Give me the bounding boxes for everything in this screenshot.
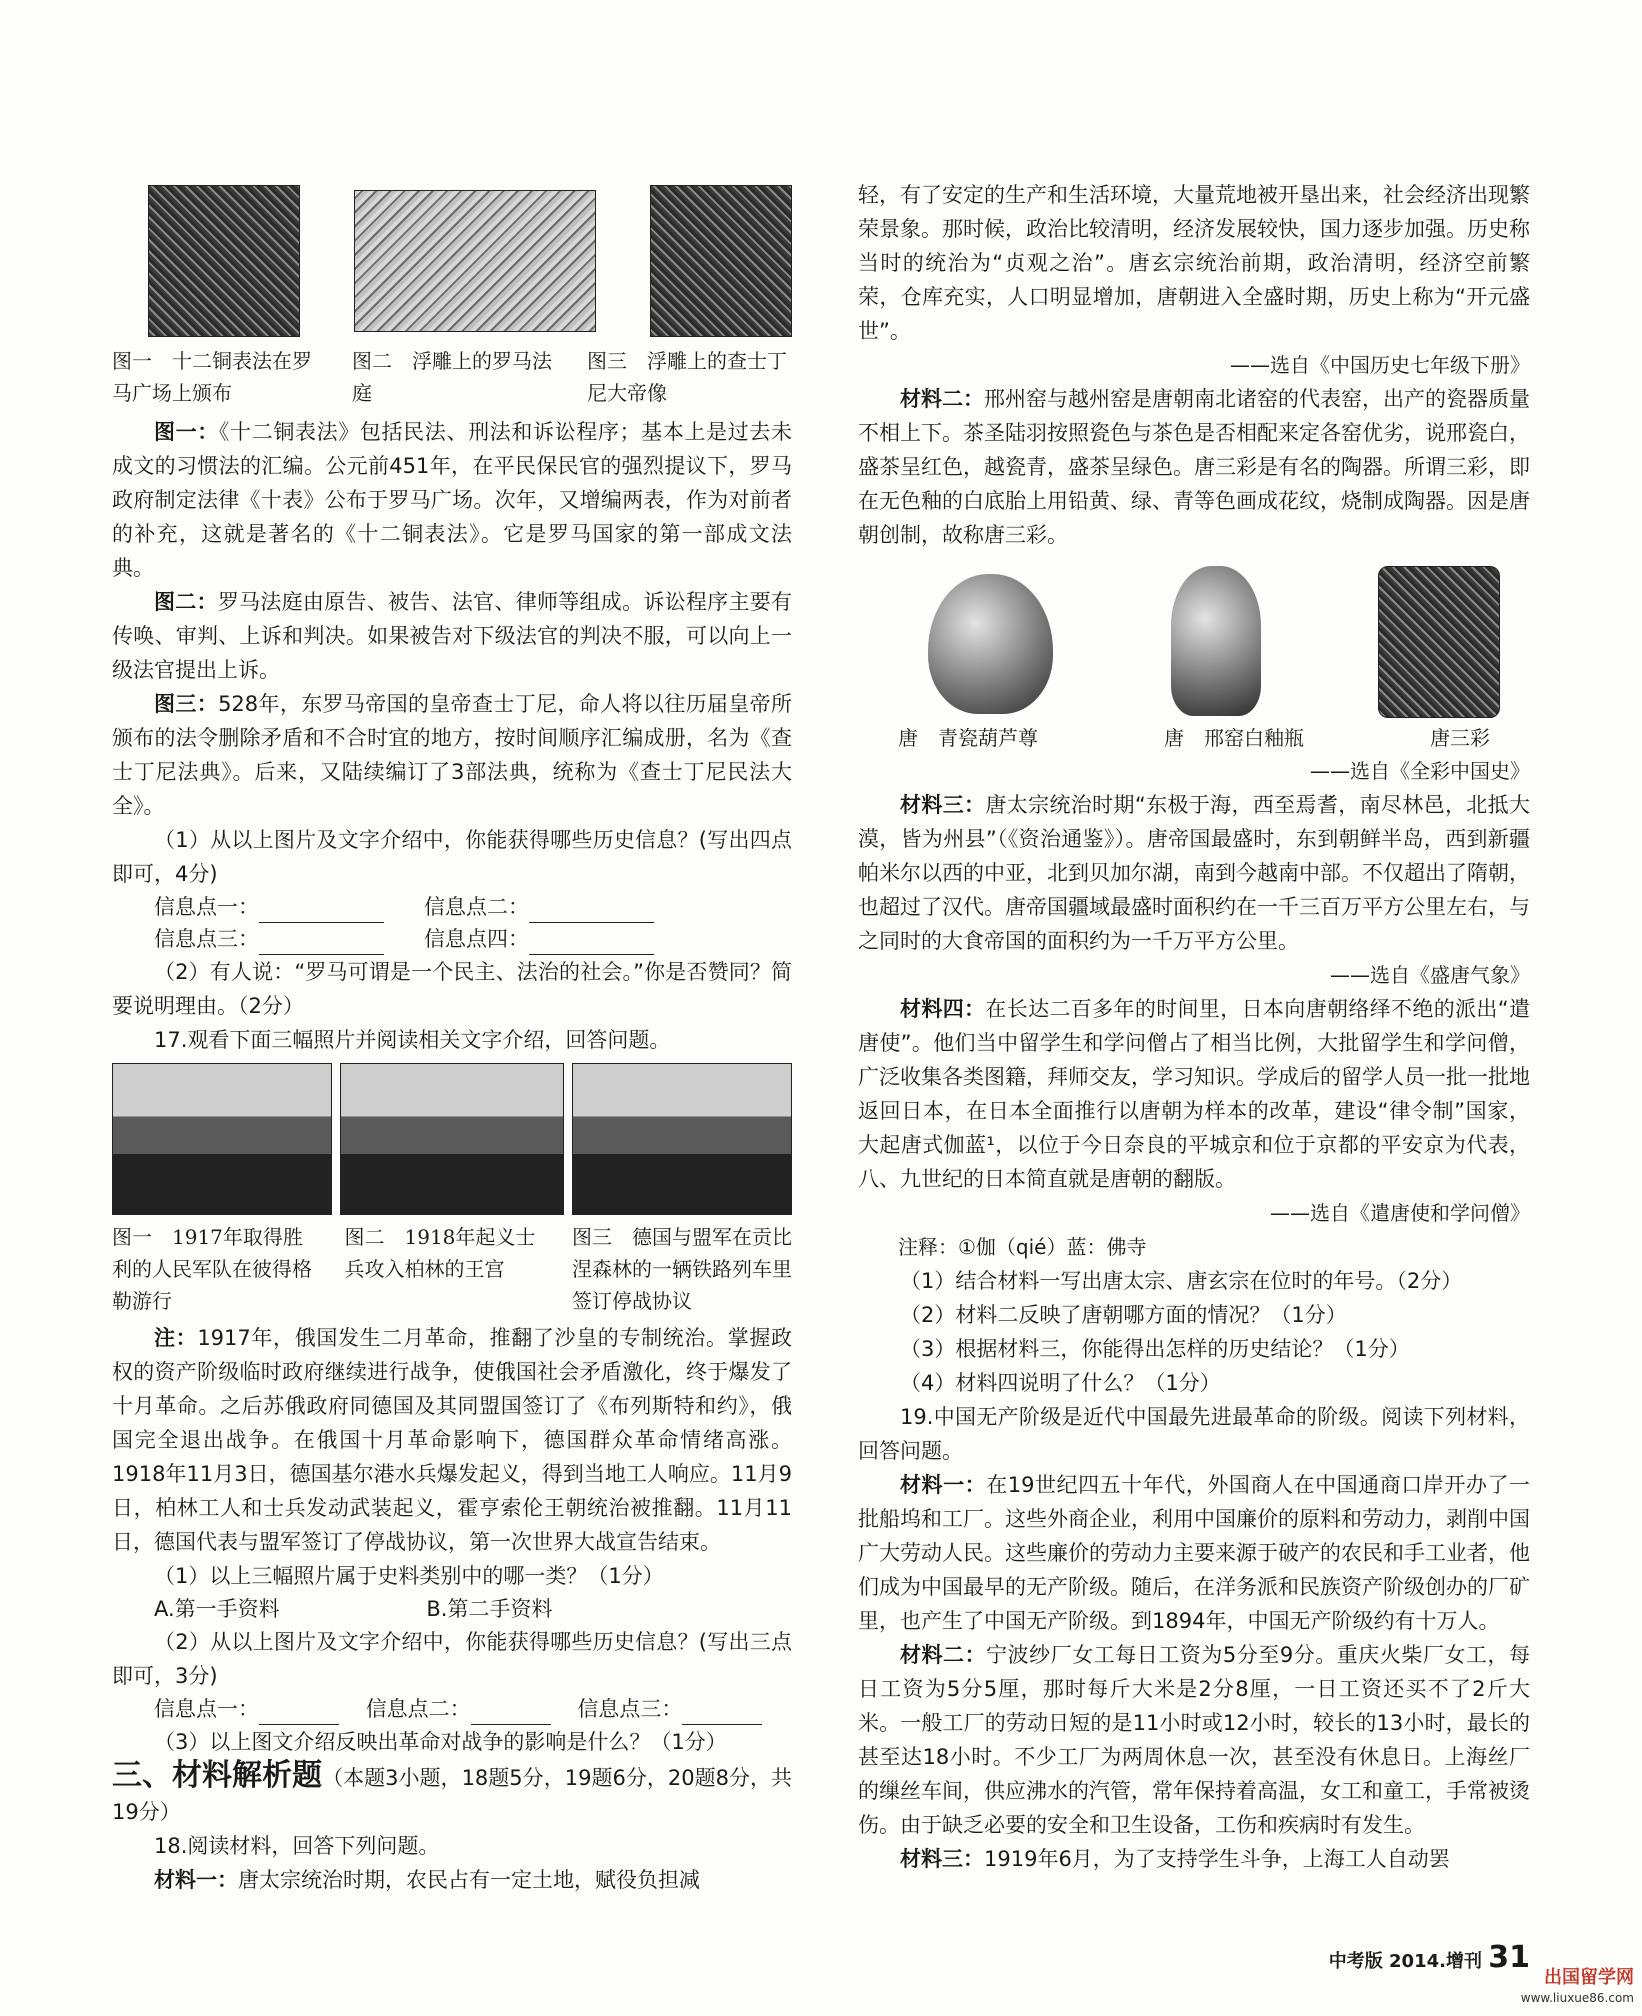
tang-sancai-camel [1378,566,1500,718]
question-18-3: （3）根据材料三，你能得出怎样的历史结论？（1分） [900,1337,1410,1361]
question-17-2: （2）从以上图片及文字介绍中，你能获得哪些历史信息？(写出三点即可，3分) [112,1630,792,1688]
para-fig2: 图二：罗马法庭由原告、被告、法官、律师等组成。诉讼程序主要有传唤、审判、上诉和判决。如果被告对下级法官的判决不服，可以向上一级法官提出上诉。 [112,590,792,682]
question-18-1: （1）结合材料一写出唐太宗、唐玄宗在位时的年号。（2分） [900,1269,1463,1293]
question-17-3: （3）以上图文介绍反映出革命对战争的影响是什么？（1分） [154,1730,727,1754]
caption-1917: 图一 1917年取得胜利的人民军队在彼得格勒游行 [112,1225,312,1313]
material-19-1: 材料一：在19世纪四五十年代，外国商人在中国通商口岸开办了一批船坞和工厂。这些外商企业，利用中国廉价的原料和劳动力，剥削中国广大劳动人民。这些廉价的劳动力主要来源于破产的农民和手工业者，他们成为中国最早的无产阶级。随后，在洋务派和民族资产阶级创办的厂矿里，也产生了中国无产阶级。到1894年，中国无产阶级约有十万人。 [858,1473,1530,1633]
caption-fig2: 图二 浮雕上的罗马法庭 [352,349,552,405]
site-watermark [1521,1968,1634,2008]
answer-line[interactable] [471,1702,551,1725]
material-18-4: 材料四：在长达二百多年的时间里，日本向唐朝络绎不绝的派出“遣唐使”。他们当中留学生和学问僧占了相当比例，大批留学生和学问僧，广泛收集各类图籍，拜师交友，学习知识。学成后的留学人员一批一批地返回日本，在日本全面推行以唐朝为样本的改革，建设“律令制”国家，大起唐式伽蓝¹，以位于今日奈良的平城京和位于京都的平安京为代表，八、九世纪的日本简直就是唐朝的翻版。 [858,997,1530,1191]
answer-line[interactable] [682,1702,762,1725]
label-fig2: 图二： [154,590,218,614]
caption-celadon: 唐 青瓷葫芦尊 [898,726,1038,750]
para-fig3: 图三：528年，东罗马帝国的皇帝查士丁尼，命人将以往历届皇帝所颁布的法令删除矛盾和不合时宜的地方，按时间顺序汇编成册，名为《查士丁尼法典》。后来，又陆续编订了3部法典，统称为《查士丁尼民法大全》。 [112,692,792,818]
caption-fig1: 图一 十二铜表法在罗马广场上颁布 [112,349,312,405]
answer-line[interactable] [529,932,654,955]
para-fig1: 图一：《十二铜表法》包括民法、刑法和诉讼程序；基本上是过去未成文的习惯法的汇编。公元前451年，在平民保民官的强烈提议下，罗马政府制定法律《十表》公布于罗马广场。次年，又增编两表，作为对前者的补充，这就是著名的《十二铜表法》。它是罗马国家的第一部成文法典。 [112,420,793,580]
option-b[interactable]: B.第二手资料 [426,1597,553,1621]
material-19-3-start: 材料三：1919年6月，为了支持学生斗争，上海工人自动罢 [900,1847,1450,1871]
question-16-2: （2）有人说：“罗马可谓是一个民主、法治的社会。”你是否赞同？简要说明理由。（2分） [112,960,792,1018]
material-19-2: 材料二：宁波纱厂女工每日工资为5分至9分。重庆火柴厂女工，每日工资为5分5厘，那时每斤大米是2分8厘，一日工资还买不了2斤大米。一般工厂的劳动日短的是11小时或12小时，较长的13小时，最长的甚至达18小时。不少工厂为两周休息一次，甚至没有休息日。上海丝厂的缫丝车间，供应沸水的汽管，常年保持着高温，女工和童工，手常被烫伤。由于缺乏必要的安全和卫生设备，工伤和疾病时有发生。 [858,1643,1530,1837]
watermark-url: www.liuxue86.com [1520,1991,1634,2005]
ww1-caption-row [112,1221,792,1317]
source-2: ——选自《全彩中国史》 [1310,759,1530,783]
source-4: ——选自《遣唐使和学问僧》 [1270,1201,1530,1225]
caption-armistice: 图三 德国与盟军在贡比涅森林的一辆铁路列车里签订停战协议 [572,1225,792,1313]
ceramics-row [858,566,1530,716]
source-1: ——选自《中国历史七年级下册》 [1230,353,1530,377]
material-18-1-cont: 轻，有了安定的生产和生活环境，大量荒地被开垦出来，社会经济出现繁荣景象。那时候，政治比较清明，经济发展较快，国力逐步加强。历史称当时的统治为“贞观之治”。唐玄宗统治前期，政治清明，经济空前繁荣，仓库充实，人口明显增加，唐朝进入全盛时期，历史上称为“开元盛世”。 [858,183,1530,343]
section-title: 三、材料解析题 [112,1758,323,1793]
question-18: 18.阅读材料，回答下列问题。 [154,1834,440,1858]
celadon-gourd-vase [928,574,1053,714]
caption-fig3: 图三 浮雕上的查士丁尼大帝像 [587,349,787,405]
answer-line[interactable] [259,900,384,923]
ww1-figure-row [112,1063,792,1213]
caption-sancai: 唐三彩 [1430,726,1490,750]
material-18-1-start: 材料一：唐太宗统治时期，农民占有一定土地，赋役负担减 [154,1868,700,1892]
label-fig3: 图三： [154,692,219,716]
roman-caption-row [112,345,792,409]
question-19: 19.中国无产阶级是近代中国最先进最革命的阶级。阅读下列材料，回答问题。 [858,1405,1530,1463]
photo-berlin-palace [340,1063,564,1215]
answer-line[interactable] [259,932,384,955]
right-column [858,178,1530,1876]
option-a[interactable]: A.第一手资料 [154,1597,280,1621]
question-17-1: （1）以上三幅照片属于史料类别中的哪一类？（1分） [154,1564,664,1588]
caption-1918: 图二 1918年起义士兵攻入柏林的王宫 [344,1225,536,1281]
question-17: 17.观看下面三幅照片并阅读相关文字介绍，回答问题。 [154,1028,671,1052]
photo-twelve-tables [148,185,300,337]
label-note: 注： [154,1326,198,1350]
answer-line[interactable] [529,900,654,923]
question-18-2: （2）材料二反映了唐朝哪方面的情况？（1分） [900,1303,1347,1327]
material-18-3: 材料三：唐太宗统治时期“东极于海，西至焉耆，南尽林邑，北抵大漠，皆为州县”（《资治通鉴》）。唐帝国最盛时，东到朝鲜半岛，西到新疆帕米尔以西的中亚，北到贝加尔湖，南到今越南中部。不仅超出了隋朝，也超过了汉代。唐帝国疆域最盛时面积约在一千三百万平方公里左右，与之同时的大食帝国的面积约为一千万平方公里。 [858,793,1530,953]
page-footer [1329,1940,1530,1975]
page-number: 31 [1488,1940,1530,1975]
xing-white-vase [1171,566,1261,716]
info-points-17: 信息点一： 信息点二： 信息点三： [112,1693,792,1725]
answer-line[interactable] [259,1702,339,1725]
source-3: ——选自《盛唐气象》 [1330,963,1530,987]
question-18-4: （4）材料四说明了什么？（1分） [900,1371,1221,1395]
photo-roman-court-relief [354,190,596,332]
left-column [112,185,792,1897]
ceramics-caption-row [858,722,1530,754]
roman-figure-row [112,185,792,335]
watermark-name: 出国留学网 [1544,1967,1634,1988]
caption-xing: 唐 邢窑白釉瓶 [1164,726,1304,750]
options-17-1 [112,1593,792,1625]
edition-label: 中考版 2014.增刊 [1328,1951,1482,1972]
photo-justinian-relief [650,185,792,337]
section-3-heading [112,1759,792,1829]
material-18-2: 材料二：邢州窑与越州窑是唐朝南北诸窑的代表窑，出产的瓷器质量不相上下。茶圣陆羽按照瓷色与茶色是否相配来定各窑优劣，说邢瓷白，盛茶呈红色，越瓷青，盛茶呈绿色。唐三彩是有名的陶器。所谓三彩，即在无色釉的白底胎上用铅黄、绿、青等色画成花纹，烧制成陶器。因是唐朝创制，故称唐三彩。 [858,387,1530,547]
label-fig1: 图一： [154,420,219,444]
annotation: 注释：①伽（qié）蓝：佛寺 [898,1235,1147,1259]
para-note: 注：1917年，俄国发生二月革命，推翻了沙皇的专制统治。掌握政权的资产阶级临时政府继续进行战争，使俄国社会矛盾激化，终于爆发了十月革命。之后苏俄政府同德国及其同盟国签订了《布列斯特和约》，俄国完全退出战争。在俄国十月革命影响下，德国群众革命情绪高涨。1918年11月3日，德国基尔港水兵爆发起义，得到当地工人响应。11月9日，柏林工人和士兵发动武装起义，霍亨索伦王朝统治被推翻。11月11日，德国代表与盟军签订了停战协议，第一次世界大战宣告结束。 [112,1326,793,1554]
section-note: （本题3小题，18题5分，19题6分，20题8分，共19分） [112,1766,793,1824]
question-16-1: （1）从以上图片及文字介绍中，你能获得哪些历史信息？(写出四点即可，4分) [112,828,792,886]
info-points-16: 信息点一： 信息点二： 信息点三： 信息点四： [112,891,792,955]
photo-petrograd-parade [112,1063,332,1215]
photo-compiegne-armistice [572,1063,792,1215]
